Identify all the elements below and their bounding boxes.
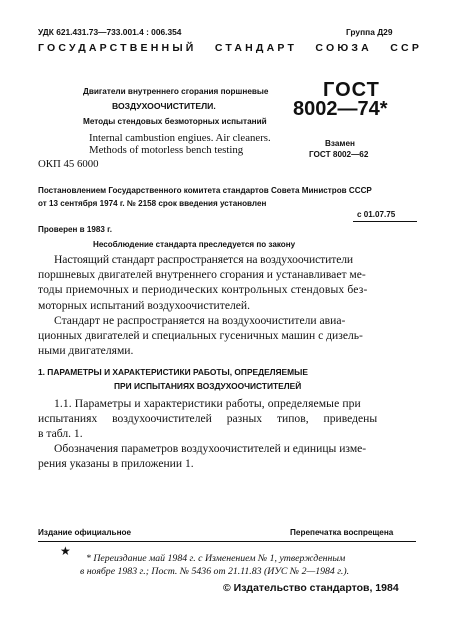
reissue-note-line-1: * Переиздание май 1984 г. с Изменением № 1, утвержденным [86,553,346,564]
decree-line-1: Постановлением Государственного комитета стандартов Совета Министров СССР [38,186,372,195]
okp-code: ОКП 45 6000 [38,158,99,170]
reprint-prohibited-label: Перепечатка воспрещена [290,528,394,537]
date-underline [353,221,417,222]
gost-number: 8002—74* [293,98,388,120]
official-edition-label: Издание официальное [38,528,132,537]
gost-label: ГОСТ [323,79,380,101]
replaces-value: ГОСТ 8002—62 [309,150,369,159]
title-en-line-1: Internal cambustion engiues. Air cleaners. [89,132,271,144]
intro-paragraph-2: Стандарт не распространяется на воздухоочистители авиа- ционных двигателей и специальных гусеничных машин с дизель- ными двигателями. [38,314,363,358]
state-standard-banner: ГОСУДАРСТВЕННЫЙ СТАНДАРТ СОЮЗА ССР [38,42,423,54]
intro-paragraph-1: Настоящий стандарт распространяется на воздухоочистители поршневых двигателей внутреннего сгорания и устанавливает ме- тоды приемочных и периодических контрольных стендовых без- моторных испытаний воздухоочистителей. [38,253,368,312]
legal-warning: Несоблюдение стандарта преследуется по закону [93,240,296,249]
title-line-1: Двигатели внутреннего сгорания поршневые [83,87,269,96]
udc-code: УДК 621.431.73—733.001.4 : 006.354 [38,27,182,37]
section-1-paragraph-2: Обозначения параметров воздухоочистителей и единицы изме- рения указаны в приложении 1. [38,442,367,471]
effective-date: с 01.07.75 [357,210,396,219]
footer-divider [38,541,416,542]
group-code: Группа Д29 [346,27,393,37]
reissue-note-line-2: в ноябре 1983 г.; Пост. № 5436 от 21.11.83 (ИУС № 2—1984 г.). [80,566,350,577]
title-line-2: ВОЗДУХООЧИСТИТЕЛИ. [112,101,216,111]
checked-note: Проверен в 1983 г. [38,225,112,234]
star-icon: ★ [60,544,71,558]
title-en-line-2: Methods of motorless bench testing [89,144,244,156]
title-line-3: Методы стендовых безмоторных испытаний [83,117,267,126]
section-1-heading-line-1: 1. ПАРАМЕТРЫ И ХАРАКТЕРИСТИКИ РАБОТЫ, ОПРЕДЕЛЯЕМЫЕ [38,367,308,377]
replaces-label: Взамен [325,139,355,148]
decree-line-2: от 13 сентября 1974 г. № 2158 срок введения установлен [38,199,267,208]
section-1-paragraph-1: 1.1. Параметры и характеристики работы, определяемые при испытаниях воздухоочистителей разных типов, приведены в табл. 1. [38,397,378,441]
copyright-line: © Издательство стандартов, 1984 [223,582,399,594]
section-1-heading-line-2: ПРИ ИСПЫТАНИЯХ ВОЗДУХООЧИСТИТЕЛЕЙ [114,381,302,391]
